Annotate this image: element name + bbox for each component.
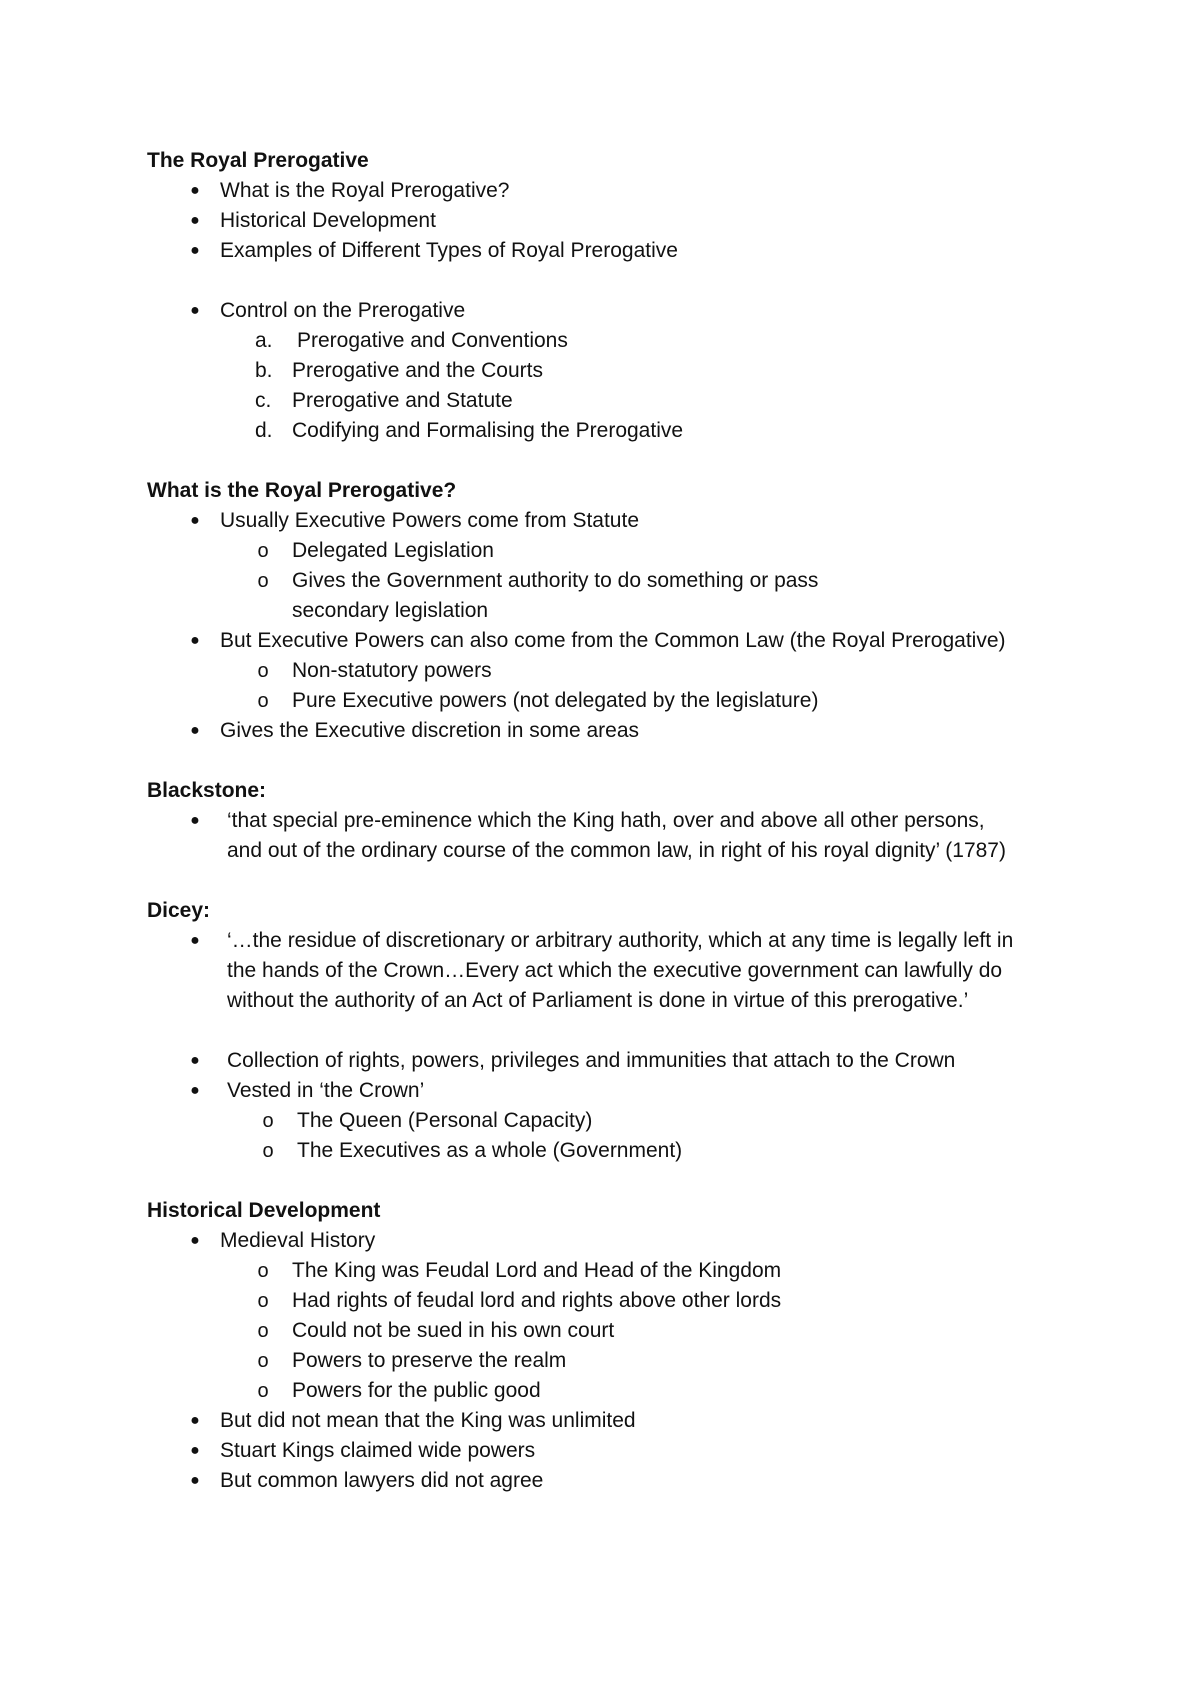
circle-bullet-icon: o: [257, 540, 269, 562]
list-item: ● But Executive Powers can also come from the Common Law (the Royal Prerogative): [147, 626, 1067, 656]
sub-list-item: o Gives the Government authority to do something or pass secondary legislation: [147, 566, 1067, 626]
bullet-icon: ●: [190, 212, 200, 229]
bullet-icon: ●: [190, 1232, 200, 1249]
bullet-icon: ●: [190, 1442, 200, 1459]
sub-list-item: o Powers for the public good: [147, 1376, 1067, 1406]
sub-list-item: c. Prerogative and Statute: [147, 386, 1067, 416]
bullet-icon: ●: [190, 932, 200, 949]
list-letter: a.: [255, 329, 273, 352]
spacer: [147, 266, 1067, 296]
sub-list-item: b. Prerogative and the Courts: [147, 356, 1067, 386]
circle-bullet-icon: o: [257, 660, 269, 682]
bullet-icon: ●: [190, 722, 200, 739]
bullet-icon: ●: [190, 1052, 200, 1069]
list-item: ● Vested in ‘the Crown’: [147, 1076, 1067, 1106]
sub-list-item: o Powers to preserve the realm: [147, 1346, 1067, 1376]
sub-list-item: o Delegated Legislation: [147, 536, 1067, 566]
bullet-icon: ●: [190, 1082, 200, 1099]
section-heading: Dicey:: [147, 899, 211, 922]
circle-bullet-icon: o: [257, 570, 269, 592]
bullet-icon: ●: [190, 242, 200, 259]
circle-bullet-icon: o: [257, 1320, 269, 1342]
document-page: [147, 146, 1067, 1496]
sub-list-item: o The Executives as a whole (Government): [147, 1136, 1067, 1166]
spacer: [147, 1166, 1067, 1196]
list-item: ● Collection of rights, powers, privileges and immunities that attach to the Crown: [147, 1046, 1067, 1076]
bullet-icon: ●: [190, 1412, 200, 1429]
circle-bullet-icon: o: [257, 1350, 269, 1372]
sub-list-item: o Had rights of feudal lord and rights above other lords: [147, 1286, 1067, 1316]
list-item: [147, 806, 1067, 866]
sub-list-item: o Pure Executive powers (not delegated by the legislature): [147, 686, 1067, 716]
list-item: ● What is the Royal Prerogative?: [147, 176, 1067, 206]
sub-list-item: a. Prerogative and Conventions: [147, 326, 1067, 356]
section-heading: The Royal Prerogative: [147, 149, 369, 172]
spacer: [147, 866, 1067, 896]
bullet-icon: ●: [190, 632, 200, 649]
circle-bullet-icon: o: [257, 1260, 269, 1282]
list-item: ● But did not mean that the King was unlimited: [147, 1406, 1067, 1436]
bullet-icon: ●: [190, 182, 200, 199]
sub-list-item: d. Codifying and Formalising the Prerogative: [147, 416, 1067, 446]
list-letter: c.: [255, 389, 272, 412]
circle-bullet-icon: o: [257, 690, 269, 712]
dicey-quote: ‘…the residue of discretionary or arbitrary authority, which at any time is legally left in the hands of the Crown…Every act which the executive government can lawfully do without the authority of an Act of Parliament is done in virtue of this prerogative.’: [227, 929, 1014, 1012]
circle-bullet-icon: o: [262, 1140, 274, 1162]
bullet-icon: ●: [190, 1472, 200, 1489]
circle-bullet-icon: o: [257, 1290, 269, 1312]
list-item: ● Stuart Kings claimed wide powers: [147, 1436, 1067, 1466]
spacer: [147, 446, 1067, 476]
list-item: ● Control on the Prerogative: [147, 296, 1067, 326]
section-heading: Historical Development: [147, 1199, 381, 1222]
list-item: ● Historical Development: [147, 206, 1067, 236]
list-letter: d.: [255, 419, 273, 442]
spacer: [147, 746, 1067, 776]
list-item: ● Examples of Different Types of Royal Prerogative: [147, 236, 1067, 266]
bullet-icon: ●: [190, 512, 200, 529]
list-item: [147, 926, 1067, 1016]
list-item: ● Medieval History: [147, 1226, 1067, 1256]
blackstone-quote: ‘that special pre-eminence which the King hath, over and above all other persons, and out of the ordinary course of the common law, in right of his royal dignity’ (1787): [227, 809, 1006, 862]
list-item: ● Usually Executive Powers come from Statute: [147, 506, 1067, 536]
bullet-icon: ●: [190, 812, 200, 829]
spacer: [147, 1016, 1067, 1046]
circle-bullet-icon: o: [257, 1380, 269, 1402]
sub-list-item: o The Queen (Personal Capacity): [147, 1106, 1067, 1136]
list-letter: b.: [255, 359, 273, 382]
section-heading: What is the Royal Prerogative?: [147, 479, 457, 502]
circle-bullet-icon: o: [262, 1110, 274, 1132]
list-item: ● Gives the Executive discretion in some areas: [147, 716, 1067, 746]
sub-list-item: o Non-statutory powers: [147, 656, 1067, 686]
list-item: ● But common lawyers did not agree: [147, 1466, 1067, 1496]
bullet-icon: ●: [190, 302, 200, 319]
sub-list-item: o The King was Feudal Lord and Head of the Kingdom: [147, 1256, 1067, 1286]
sub-list-item: o Could not be sued in his own court: [147, 1316, 1067, 1346]
section-heading: Blackstone:: [147, 779, 267, 802]
